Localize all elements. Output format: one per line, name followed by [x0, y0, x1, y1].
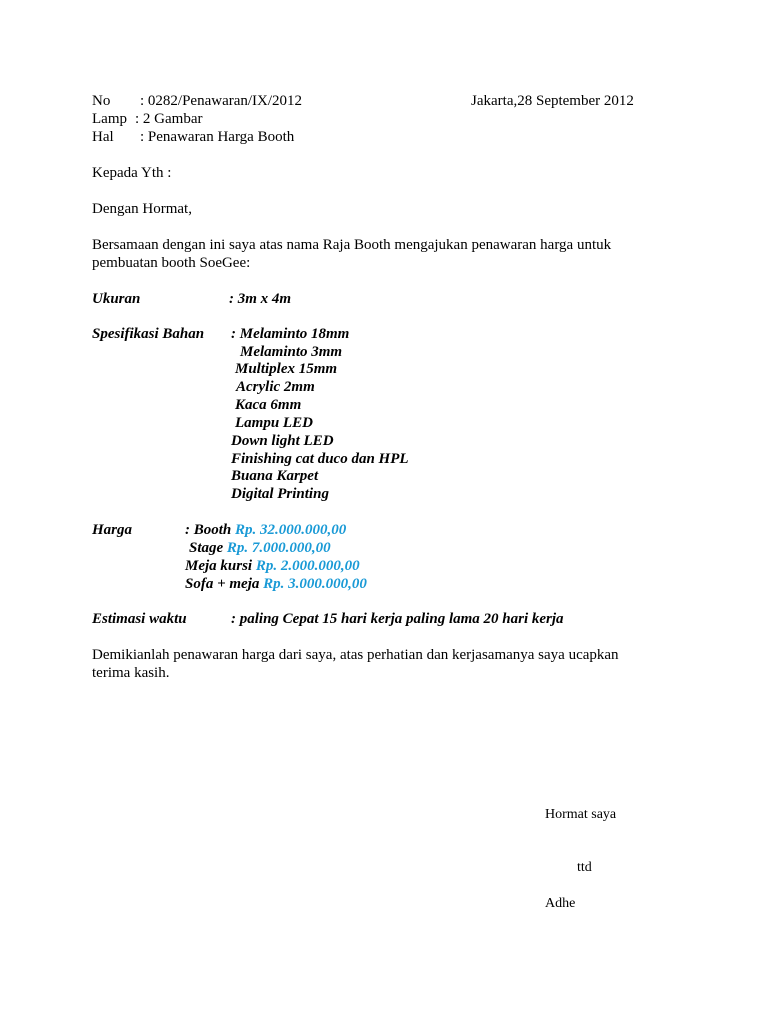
closing-line-2: terima kasih.: [92, 665, 170, 681]
estimasi-label: Estimasi waktu: [92, 611, 187, 627]
intro-line-2: pembuatan booth SoeGee:: [92, 255, 251, 271]
harga-item-price: Rp. 3.000.000,00: [263, 576, 367, 592]
harga-item-price: Rp. 2.000.000,00: [255, 558, 360, 574]
harga-item-price: Rp. 7.000.000,00: [226, 540, 331, 556]
spec-item: Buana Karpet: [231, 468, 319, 484]
harga-item-price: Rp. 32.000.000,00: [235, 522, 347, 538]
recipient: Kepada Yth :: [92, 165, 172, 181]
lamp-label: Lamp: [92, 111, 127, 127]
spec-item: Finishing cat duco dan HPL: [231, 451, 409, 467]
harga-label: Harga: [92, 522, 133, 538]
harga-row: [185, 557, 360, 575]
ukuran-label: Ukuran: [92, 291, 141, 307]
no-value: : 0282/Penawaran/IX/2012: [140, 93, 303, 109]
harga-row: [189, 539, 331, 557]
estimasi-value: : paling Cepat 15 hari kerja paling lama 20 hari kerja: [231, 611, 564, 627]
greeting: Dengan Hormat,: [92, 201, 192, 217]
place-date: Jakarta,28 September 2012: [471, 93, 634, 109]
intro-line-1: Bersamaan dengan ini saya atas nama Raja Booth mengajukan penawaran harga untuk: [92, 237, 612, 253]
spec-item: Down light LED: [231, 433, 334, 449]
harga-item-name: Stage: [189, 540, 224, 556]
spec-item: Acrylic 2mm: [236, 379, 315, 395]
harga-row: [185, 521, 346, 539]
spec-item: Digital Printing: [231, 486, 329, 502]
harga-row: [185, 575, 367, 593]
spec-item: Lampu LED: [235, 415, 313, 431]
signature-name: Adhe: [545, 896, 576, 911]
spec-item: Kaca 6mm: [235, 397, 302, 413]
hal-value: : Penawaran Harga Booth: [140, 129, 295, 145]
no-label: No: [92, 93, 111, 109]
signature-ttd: ttd: [577, 860, 592, 875]
spec-item: Multiplex 15mm: [235, 361, 338, 377]
signature-regards: Hormat saya: [545, 807, 617, 822]
spesifikasi-label: Spesifikasi Bahan: [92, 326, 205, 342]
harga-item-name: : Booth: [185, 522, 232, 538]
hal-label: Hal: [92, 129, 114, 145]
ukuran-value: : 3m x 4m: [229, 291, 292, 307]
closing-line-1: Demikianlah penawaran harga dari saya, atas perhatian dan kerjasamanya saya ucapkan: [92, 647, 619, 663]
lamp-value: : 2 Gambar: [135, 111, 203, 127]
spec-item: Melaminto 3mm: [240, 344, 343, 360]
harga-item-name: Meja kursi: [185, 558, 253, 574]
harga-item-name: Sofa + meja: [185, 576, 260, 592]
spec-item: : Melaminto 18mm: [231, 326, 350, 342]
